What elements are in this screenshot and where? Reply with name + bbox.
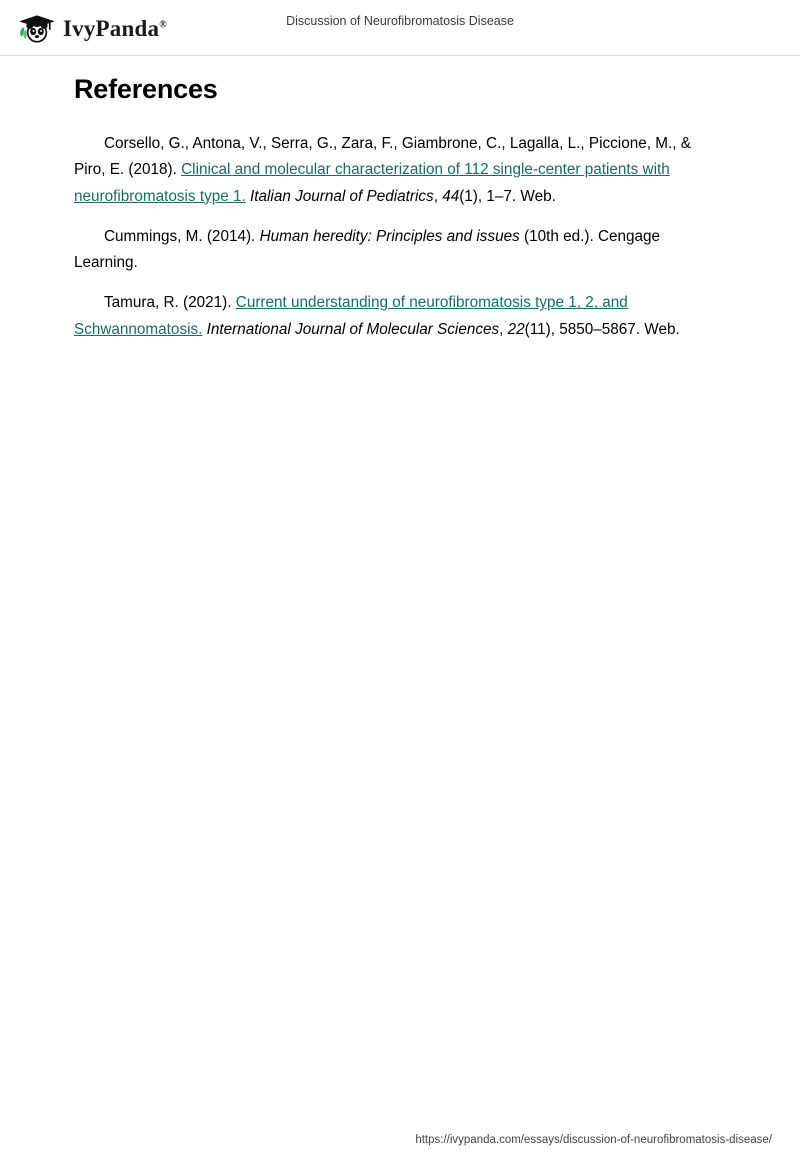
reference-italic-text: International Journal of Molecular Sciences: [206, 320, 500, 338]
page-title: References: [74, 74, 218, 104]
reference-italic-text: 22: [507, 320, 525, 338]
reference-link[interactable]: Current understanding of neurofibromatosis type 1, 2, and Schwannomatosis.: [74, 294, 628, 338]
header-document-title: Discussion of Neurofibromatosis Disease: [286, 14, 514, 28]
reference-text: ,: [499, 320, 508, 338]
reference-text: ,: [433, 187, 443, 205]
brand-name: IvyPanda®: [63, 16, 167, 41]
reference-link[interactable]: Clinical and molecular characterization of 112 single-center patients with neurofibromatosis type 1.: [74, 161, 670, 205]
source-url[interactable]: https://ivypanda.com/essays/discussion-of-neurofibromatosis-disease/: [415, 1134, 772, 1146]
page-header: [0, 0, 800, 56]
reference-text: Corsello, G., Antona, V., Serra, G., Zara, F., Giambrone, C., Lagalla, L., Piccione, M., & Piro, E. (2018).: [74, 135, 691, 179]
reference-italic-text: Italian Journal of Pediatrics: [250, 187, 434, 205]
reference-italic-text: 44: [442, 187, 460, 205]
reference-text: (11), 5850–5867. Web.: [524, 320, 680, 338]
reference-entry: [74, 290, 726, 343]
registered-mark: ®: [159, 19, 167, 31]
reference-entry: [74, 131, 726, 210]
reference-text: Cummings, M. (2014).: [104, 227, 260, 245]
document-body: [0, 56, 800, 357]
reference-entry: [74, 224, 726, 277]
reference-text: (1), 1–7. Web.: [459, 187, 556, 205]
page-footer: [0, 1134, 800, 1146]
reference-text: (10th ed.). Cengage Learning.: [74, 227, 661, 272]
reference-italic-text: Human heredity: Principles and issues: [259, 227, 520, 245]
reference-text: Tamura, R. (2021).: [104, 294, 236, 312]
